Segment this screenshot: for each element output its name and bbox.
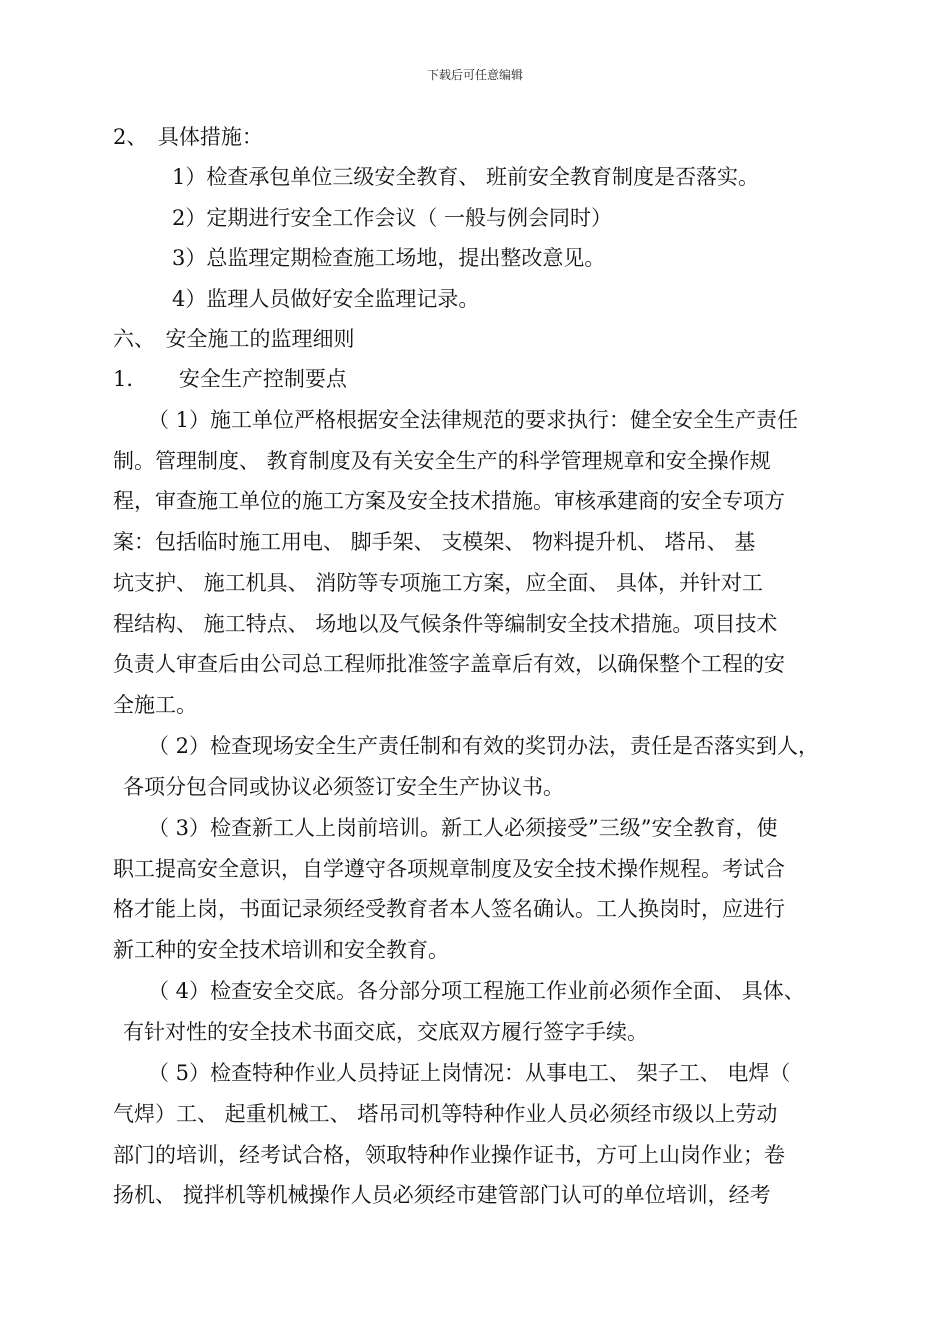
paragraph-1-line: 程，审查施工单位的施工方案及安全技术措施。审核承建商的安全专项方: [113, 489, 785, 513]
paragraph-1-line: 全施工。: [113, 693, 197, 717]
paragraph-2-line: （ 2）检查现场安全生产责任制和有效的奖罚办法，责任是否落实到人，: [148, 734, 820, 758]
paragraph-5-line: 扬机、 搅拌机等机械操作人员必须经市建管部门认可的单位培训，经考: [113, 1183, 771, 1207]
paragraph-5-line: 部门的培训，经考试合格，领取特种作业操作证书，方可上山岗作业；卷: [113, 1143, 785, 1167]
page-header-note: 下载后可任意编辑: [426, 68, 523, 82]
measure-item-2: 2）定期进行安全工作会议（ 一般与例会同时）: [172, 206, 613, 230]
paragraph-1-line: 制。管理制度、 教育制度及有关安全生产的科学管理规章和安全操作规: [113, 449, 771, 473]
measure-item-3: 3）总监理定期检查施工场地，提出整改意见。: [172, 246, 606, 270]
measure-item-4: 4）监理人员做好安全监理记录。: [172, 287, 480, 311]
paragraph-4-line: （ 4）检查安全交底。各分部分项工程施工作业前必须作全面、 具体、: [148, 979, 805, 1003]
paragraph-3-line: 新工种的安全技术培训和安全教育。: [113, 938, 449, 962]
paragraph-3-line: 职工提高安全意识，自学遵守各项规章制度及安全技术操作规程。考试合: [113, 857, 785, 881]
chapter-heading-6: 六、 安全施工的监理细则: [113, 327, 355, 351]
paragraph-1-line: 负责人审查后由公司总工程师批准签字盖章后有效，以确保整个工程的安: [113, 652, 785, 676]
subsection-heading-1: 1． 安全生产控制要点: [113, 367, 347, 391]
paragraph-1-line: 案：包括临时施工用电、 脚手架、 支模架、 物料提升机、 塔吊、 基: [113, 530, 756, 554]
paragraph-1-line: 程结构、 施工特点、 场地以及气候条件等编制安全技术措施。项目技术: [113, 612, 778, 636]
paragraph-5-line: 气焊）工、 起重机械工、 塔吊司机等特种作业人员必须经市级以上劳动: [113, 1102, 778, 1126]
section-heading-2: 2、 具体措施：: [113, 125, 263, 149]
paragraph-3-line: 格才能上岗，书面记录须经受教育者本人签名确认。工人换岗时，应进行: [113, 897, 785, 921]
paragraph-5-line: （ 5）检查特种作业人员持证上岗情况：从事电工、 架子工、 电焊（: [148, 1061, 791, 1085]
paragraph-1-line: 坑支护、 施工机具、 消防等专项施工方案，应全面、 具体，并针对工: [113, 571, 764, 595]
paragraph-1-line: （ 1）施工单位严格根据安全法律规范的要求执行：健全安全生产责任: [148, 408, 799, 432]
measure-item-1: 1）检查承包单位三级安全教育、 班前安全教育制度是否落实。: [172, 165, 760, 189]
paragraph-2-line: 各项分包合同或协议必须签订安全生产协议书。: [123, 775, 564, 799]
paragraph-4-line: 有针对性的安全技术书面交底，交底双方履行签字手续。: [123, 1020, 648, 1044]
paragraph-3-line: （ 3）检查新工人上岗前培训。新工人必须接受”三级”安全教育，使: [148, 816, 778, 840]
